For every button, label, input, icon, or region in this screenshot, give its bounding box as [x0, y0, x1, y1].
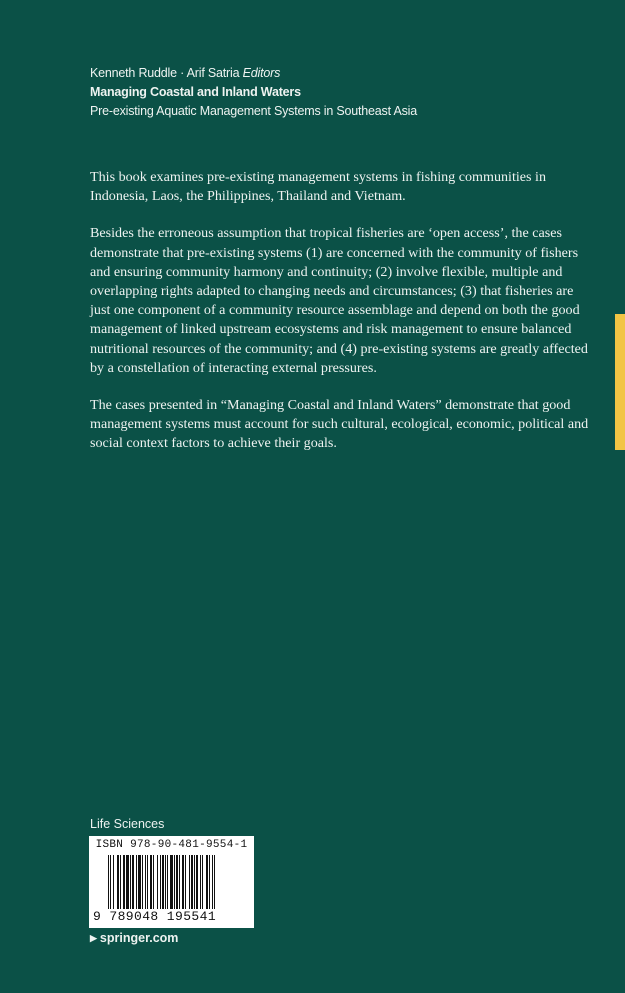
isbn-text: ISBN 978-90-481-9554-1 — [95, 839, 248, 851]
website-text: springer.com — [99, 931, 179, 945]
description-paragraph-2: Besides the erroneous assumption that tropical fisheries are ‘open access’, the cases demonstrate that pre-existing systems (1) are concerned with the community of fishers and ensuring community harmony and continuity; (2) involve flexible, multiple and overlapping rights adapted to changing needs and circumstances; (3) that fisheries are just one component of a community resource assemblage and depend on both the good management of linked upstream ecosystems and risk management to ensure balanced nutritional resources of the community; and (4) pre-existing systems are greatly affected by a constellation of interacting external pressures. — [90, 225, 588, 376]
editors-role: Editors — [242, 66, 281, 80]
description-paragraph-3: The cases presented in “Managing Coastal and Inland Waters” demonstrate that good management systems must account for such cultural, ecological, economic, political and social context factors to achieve their goals. — [90, 397, 589, 452]
yellow-side-tab — [615, 314, 625, 450]
book-description — [90, 168, 590, 472]
subject-category: Life Sciences — [90, 817, 165, 831]
book-subtitle: Pre-existing Aquatic Management Systems in Southeast Asia — [90, 104, 417, 118]
publisher-website[interactable] — [90, 931, 178, 945]
editors-names: Kenneth Ruddle · Arif Satria — [90, 66, 240, 80]
editors-line — [90, 64, 590, 83]
book-title: Managing Coastal and Inland Waters — [90, 85, 301, 99]
description-paragraph-1: This book examines pre-existing management systems in fishing communities in Indonesia, Laos, the Philippines, Thailand and Vietnam. — [90, 169, 547, 205]
triangle-right-icon: ▶ — [90, 933, 97, 943]
isbn-barcode — [89, 836, 254, 928]
barcode-digits: 9 789048 195541 — [93, 909, 217, 924]
barcode-bars — [108, 855, 248, 913]
book-header — [90, 64, 590, 121]
